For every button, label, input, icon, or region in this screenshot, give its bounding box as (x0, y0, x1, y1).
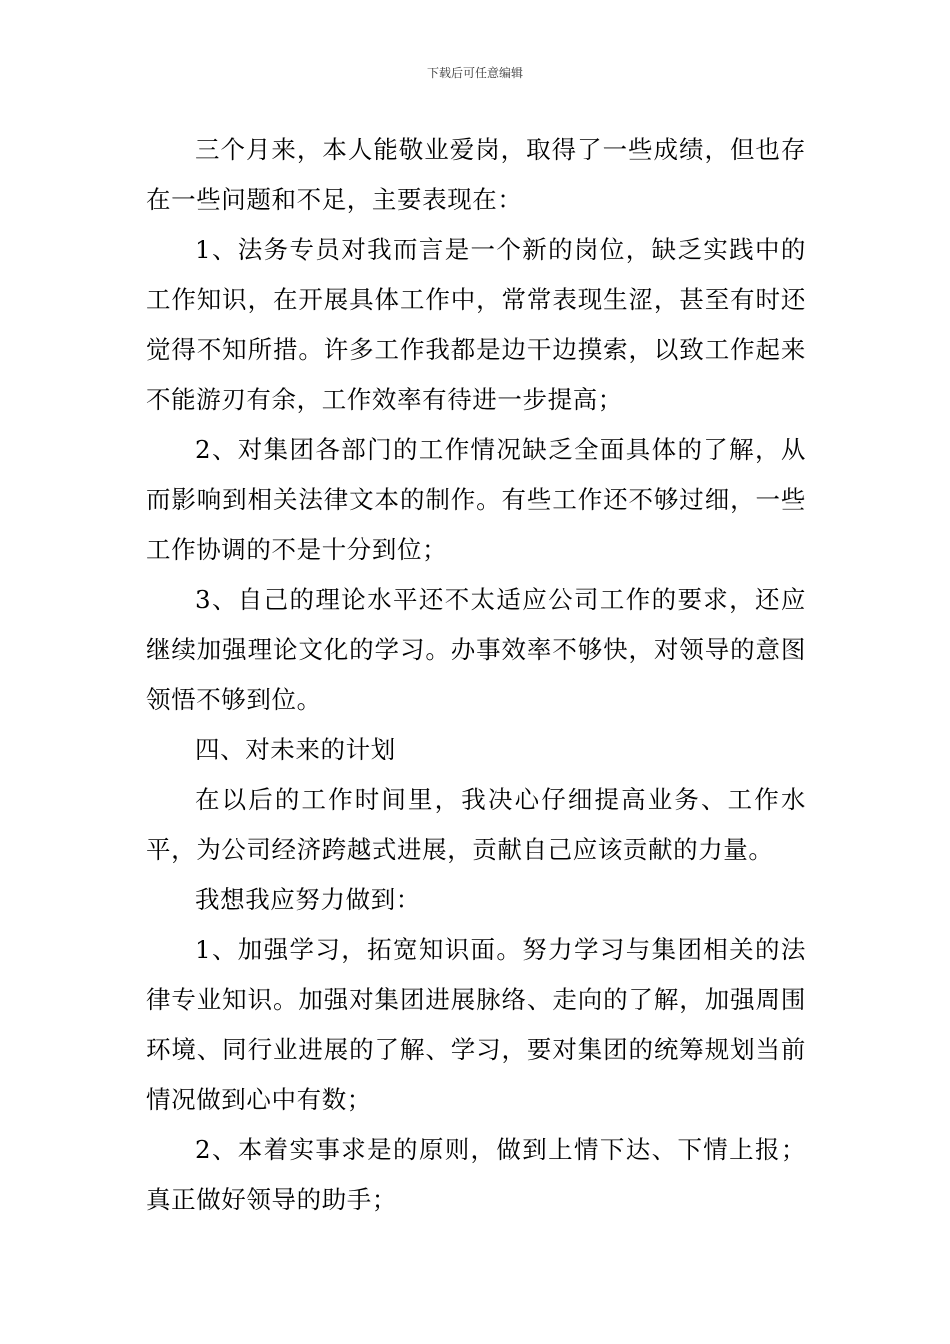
paragraph-plan-1: 1、加强学习，拓宽知识面。努力学习与集团相关的法律专业知识。加强对集团进展脉络、走向的了解，加强周围环境、同行业进展的了解、学习，要对集团的统筹规划当前情况做到心中有数； (146, 935, 806, 1114)
paragraph-plan-lead: 我想我应努力做到： (195, 885, 421, 914)
paragraph-problem-1: 1、法务专员对我而言是一个新的岗位，缺乏实践中的工作知识，在开展具体工作中，常常表现生涩，甚至有时还觉得不知所措。许多工作我都是边干边摸索，以致工作起来不能游刃有余，工作效率有待进一步提高； (146, 235, 806, 414)
paragraph-problem-3: 3、自己的理论水平还不太适应公司工作的要求，还应继续加强理论文化的学习。办事效率不够快，对领导的意图领悟不够到位。 (146, 585, 806, 714)
paragraph-plan-intro: 在以后的工作时间里，我决心仔细提高业务、工作水平，为公司经济跨越式进展，贡献自己应该贡献的力量。 (146, 785, 806, 864)
paragraph-problem-2: 2、对集团各部门的工作情况缺乏全面具体的了解，从而影响到相关法律文本的制作。有些工作还不够过细，一些工作协调的不是十分到位； (146, 435, 806, 564)
page-header: 下载后可任意编辑 (426, 66, 523, 80)
section-heading-future-plan: 四、对未来的计划 (195, 735, 396, 764)
document-body (146, 125, 806, 1225)
paragraph-plan-2: 2、本着实事求是的原则，做到上情下达、下情上报；真正做好领导的助手； (146, 1135, 806, 1214)
paragraph-intro: 三个月来，本人能敬业爱岗，取得了一些成绩，但也存在一些问题和不足，主要表现在： (146, 135, 806, 214)
